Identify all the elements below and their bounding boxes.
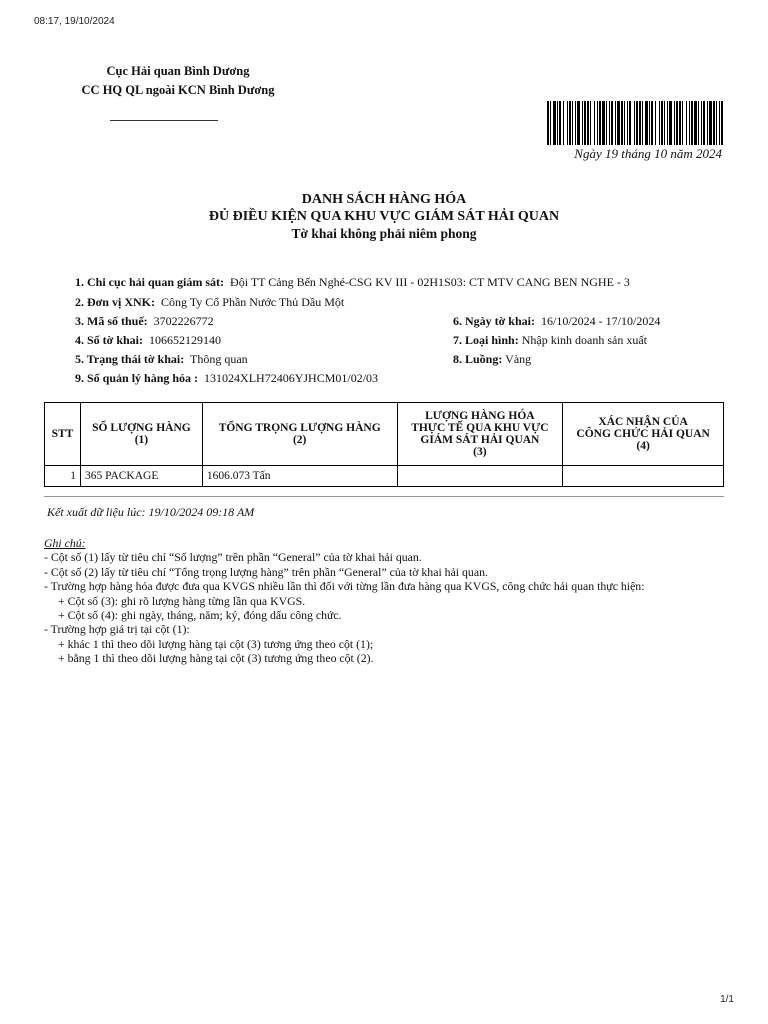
table-header-row: [45, 403, 724, 466]
field-declaration-number: [75, 332, 221, 348]
agency-divider: [110, 120, 218, 121]
field-goods-management-number: [75, 370, 378, 386]
cell-total-weight: 1606.073 Tấn: [202, 466, 397, 487]
field-label: 3. Mã số thuế:: [75, 314, 148, 328]
note-line: + Cột số (3): ghi rõ lượng hàng từng lần qua KVGS.: [58, 593, 306, 608]
field-label: 8. Luồng:: [453, 352, 503, 366]
title-line-1: DANH SÁCH HÀNG HÓA: [301, 192, 467, 207]
field-value: Vàng: [505, 352, 532, 366]
field-label: 2. Đơn vị XNK:: [75, 295, 155, 309]
page-number: 1/1: [720, 994, 734, 1005]
title-line-2: ĐỦ ĐIỀU KIỆN QUA KHU VỰC GIÁM SÁT HẢI QUAN: [208, 209, 560, 224]
field-label: 9. Số quản lý hàng hóa :: [75, 371, 199, 385]
field-import-export-unit: [75, 294, 344, 310]
header-actual-quantity: LƯỢNG HÀNG HÓA THỰC TẾ QUA KHU VỰC GIÁM SÁT HẢI QUAN (3): [397, 403, 563, 466]
note-line: + khác 1 thì theo dõi lượng hàng tại cột (3) tương ứng theo cột (1);: [58, 636, 374, 651]
field-customs-branch: [75, 274, 630, 290]
note-line: + bằng 1 thì theo dõi lượng hàng tại cột (3) tương ứng theo cột (2).: [58, 651, 374, 666]
field-value: 131024XLH72406YJHCM01/02/03: [204, 371, 379, 385]
field-label: 5. Trạng thái tờ khai:: [75, 352, 185, 366]
notes-heading: Ghi chú:: [44, 536, 86, 550]
field-value: 106652129140: [149, 333, 221, 347]
document-title: [0, 191, 768, 242]
field-label: 1. Chi cục hải quan giám sát:: [75, 275, 225, 289]
document-date: Ngày 19 tháng 10 năm 2024: [574, 146, 722, 161]
export-divider: [44, 496, 724, 497]
note-line: - Cột số (1) lấy từ tiêu chí “Số lượng” trên phần “General” của tờ khai hải quan.: [44, 550, 422, 565]
table-row: [45, 466, 724, 487]
field-declaration-date: [453, 313, 660, 329]
agency-name: Cục Hải quan Bình Dương: [106, 64, 250, 78]
field-value: Thông quan: [190, 352, 248, 366]
field-value: 3702226772: [153, 314, 214, 328]
cell-officer-confirmation: [563, 466, 724, 487]
barcode: [547, 101, 723, 145]
goods-table: [44, 402, 724, 487]
field-value: Công Ty Cổ Phần Nước Thủ Dầu Một: [160, 295, 345, 309]
cell-quantity: 365 PACKAGE: [80, 466, 202, 487]
field-declaration-status: [75, 351, 248, 367]
header-officer-confirmation: XÁC NHẬN CỦA CÔNG CHỨC HẢI QUAN (4): [563, 403, 724, 466]
field-value: 16/10/2024 - 17/10/2024: [540, 314, 661, 328]
title-line-3: Tờ khai không phải niêm phong: [291, 226, 477, 241]
field-label: 7. Loại hình:: [453, 333, 519, 347]
agency-header: [50, 62, 306, 100]
cell-stt: 1: [45, 466, 81, 487]
export-timestamp: Kết xuất dữ liệu lúc: 19/10/2024 09:18 AM: [47, 505, 255, 519]
notes-section: [44, 536, 734, 666]
field-value: Nhập kinh doanh sản xuất: [521, 333, 648, 347]
print-timestamp: 08:17, 19/10/2024: [34, 16, 115, 27]
note-line: + Cột số (4): ghi ngày, tháng, năm; ký, đóng dấu công chức.: [58, 608, 342, 623]
cell-actual-quantity: [397, 466, 563, 487]
agency-branch: CC HQ QL ngoài KCN Bình Dương: [81, 83, 275, 97]
header-total-weight: TỔNG TRỌNG LƯỢNG HÀNG (2): [202, 403, 397, 466]
field-label: 6. Ngày tờ khai:: [453, 314, 535, 328]
header-quantity: SỐ LƯỢNG HÀNG (1): [80, 403, 202, 466]
field-type: [453, 332, 647, 348]
note-line: - Trường hợp giá trị tại cột (1):: [44, 622, 190, 637]
field-label: 4. Số tờ khai:: [75, 333, 143, 347]
field-tax-code: [75, 313, 214, 329]
field-channel: [453, 351, 531, 367]
note-line: - Trường hợp hàng hóa được đưa qua KVGS nhiều lần thì đối với từng lần đưa hàng qua KVGS, công chức hải quan thực hiện:: [44, 579, 645, 594]
header-stt: STT: [45, 403, 81, 466]
note-line: - Cột số (2) lấy từ tiêu chí “Tổng trọng lượng hàng” trên phần “General” của tờ khai hải quan.: [44, 564, 488, 579]
field-value: Đội TT Cảng Bến Nghé-CSG KV III - 02H1S03: CT MTV CANG BEN NGHE - 3: [230, 275, 630, 289]
